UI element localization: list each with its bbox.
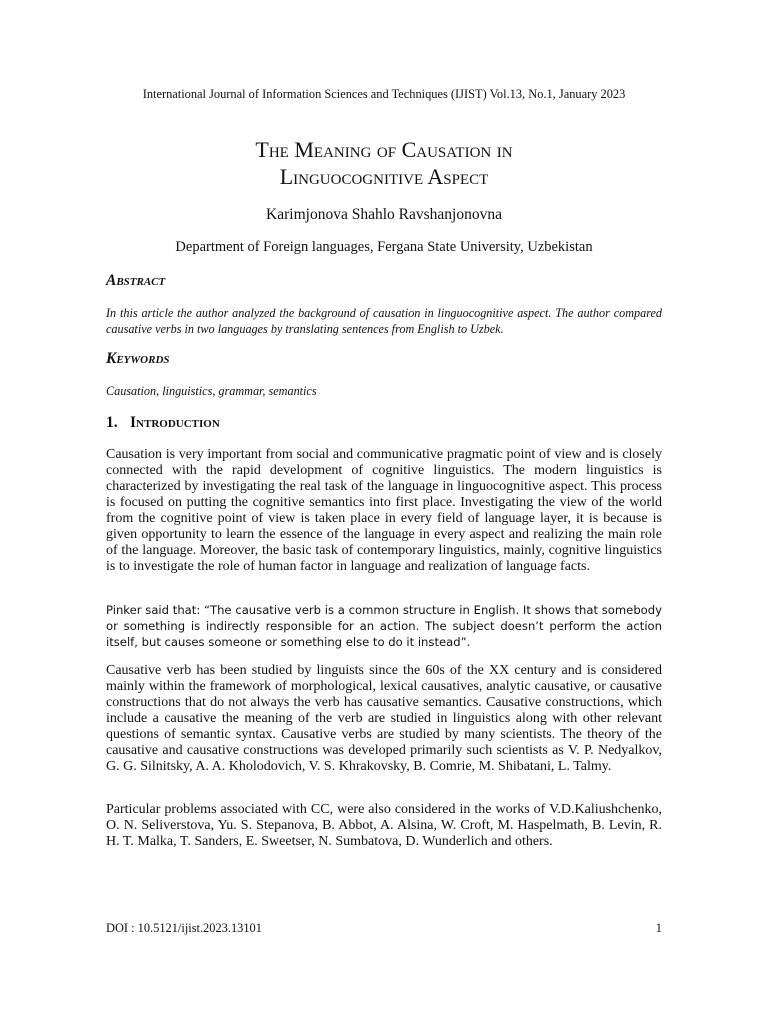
pinker-quote-paragraph: Pinker said that: “The causative verb is a common structure in English. It shows that somebody or something is indirectly responsible for an action. The subject doesn’t perform the action itself, but causes someone or something else to do it instead”. [106,603,662,649]
author-name: Karimjonova Shahlo Ravshanjonovna [266,206,502,223]
doi-footer: DOI : 10.5121/ijist.2023.13101 [106,921,262,935]
paper-title [0,136,768,190]
abstract-text: In this article the author analyzed the background of causation in linguocognitive aspect. The author compared causative verbs in two languages by translating sentences from English to Uzbek. [106,306,662,336]
section-number: 1. [106,414,118,431]
body-paragraph: Causative verb has been studied by linguists since the 60s of the XX century and is considered mainly within the framework of morphological, lexical causatives, analytic causative, or causative constructions that do not always the verb has causative semantics. Causative constructions, which include a causative the meaning of the verb are studied in linguistics along with other relevant questions of semantic syntax. Causative verbs are studied by many scientists. The theory of the causative and causative constructions was developed primarily such scientists as V. P. Nedyalkov, G. G. Silnitsky, A. A. Kholodovich, V. S. Khrakovsky, B. Comrie, M. Shibatani, L. Talmy. [106,663,662,774]
paper-title-line-2: Linguocognitive Aspect [279,164,489,189]
section-title: Introduction [130,414,220,431]
keywords-text: Causation, linguistics, grammar, semantics [106,384,317,398]
page-number: 1 [655,921,662,935]
paper-title-line-1: The Meaning of Causation in [255,137,513,162]
running-header: International Journal of Information Sciences and Techniques (IJIST) Vol.13, No.1, January 2023 [142,87,626,101]
introduction-heading [106,414,220,432]
keywords-heading: Keywords [106,350,170,367]
body-paragraph: Particular problems associated with CC, were also considered in the works of V.D.Kaliushchenko, O. N. Seliverstova, Yu. S. Stepanova, B. Abbot, A. Alsina, W. Croft, M. Haspelmath, B. Levin, R. H. T. Malka, T. Sanders, E. Sweetser, N. Sumbatova, D. Wunderlich and others. [106,802,662,849]
body-paragraph: Causation is very important from social and communicative pragmatic point of view and is closely connected with the rapid development of cognitive linguistics. The modern linguistics is characterized by investigating the real task of the language in linguocognitive aspect. This process is focused on putting the cognitive semantics into first place. Investigating the view of the world from the cognitive point of view is taken place in every field of language layer, it is because is given opportunity to learn the essence of the language in every aspect and realizing the main role of the language. Moreover, the basic task of contemporary linguistics, mainly, cognitive linguistics is to investigate the role of human factor in language and realization of language facts. [106,447,662,574]
abstract-heading: Abstract [106,272,166,289]
author-affiliation: Department of Foreign languages, Fergana State University, Uzbekistan [175,239,593,255]
